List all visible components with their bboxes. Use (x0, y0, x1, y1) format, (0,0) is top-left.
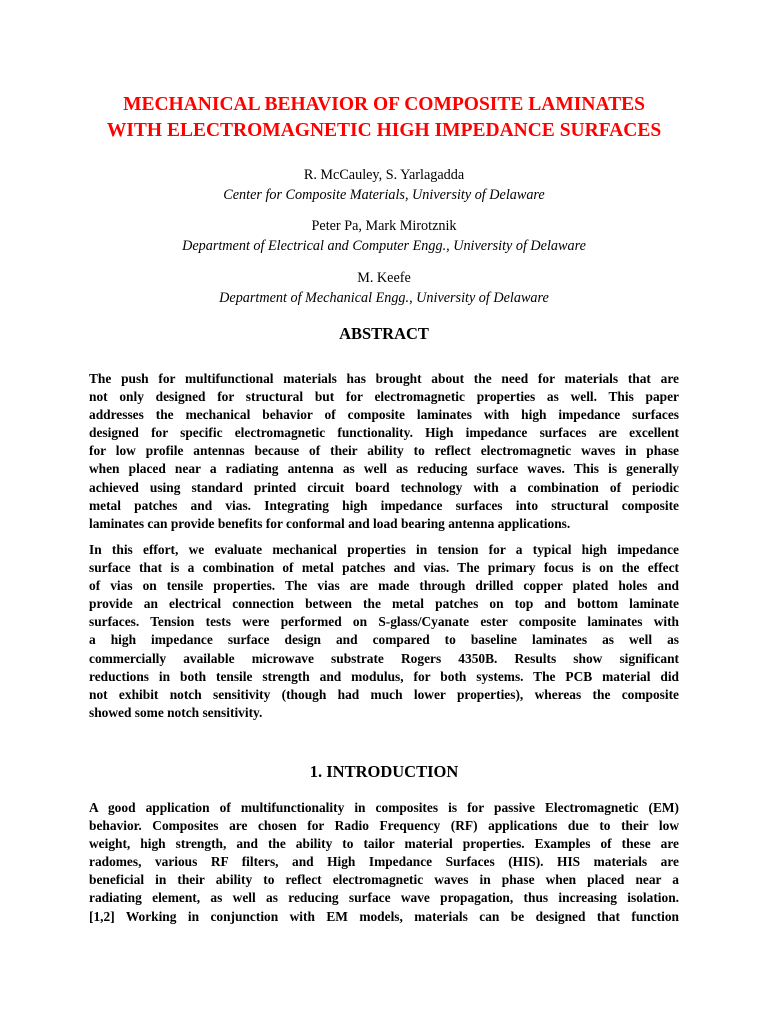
title-line-1: MECHANICAL BEHAVIOR OF COMPOSITE LAMINATES (123, 94, 645, 115)
author-affiliation: Center for Composite Materials, University of Delaware (223, 187, 545, 203)
text-line: reductions in both tensile strength and modulus, for both systems. The PCB material did (89, 668, 679, 684)
text-line: The push for multifunctional materials has brought about the need for materials that are (89, 371, 679, 386)
text-line: radomes, various RF filters, and High Impedance Surfaces (HIS). HIS materials are (89, 854, 679, 870)
text-line: metal patches and vias. Integrating high impedance surfaces into structural composite (89, 497, 679, 513)
text-line: A good application of multifunctionality in composites is for passive Electromagnetic (EM) (89, 800, 679, 815)
text-line: [1,2] Working in conjunction with EM models, materials can be designed that function (89, 908, 679, 924)
author-block-1 (60, 165, 708, 205)
text-line: designed for specific electromagnetic functionality. High impedance surfaces are excellent (89, 425, 679, 441)
text-line: radiating element, as well as reducing surface wave propagation, thus increasing isolation. (89, 890, 679, 906)
text-line: In this effort, we evaluate mechanical properties in tension for a typical high impedance (89, 542, 679, 557)
text-line: a high impedance surface design and compared to baseline laminates as well as (89, 632, 679, 648)
author-affiliation: Department of Electrical and Computer Engg., University of Delaware (182, 238, 586, 254)
text-line: addresses the mechanical behavior of composite laminates with high impedance surfaces (89, 407, 679, 423)
author-names: Peter Pa, Mark Mirotznik (311, 218, 457, 234)
abstract-paragraph-2 (89, 541, 679, 722)
introduction-heading: 1. INTRODUCTION (309, 762, 459, 781)
author-block-3 (60, 268, 708, 308)
text-line: provide an electrical connection between the metal patches on top and bottom laminate (89, 596, 679, 612)
author-names: R. McCauley, S. Yarlagadda (303, 167, 465, 183)
abstract-heading: ABSTRACT (339, 324, 429, 343)
text-line: not only designed for structural but for electromagnetic properties as well. This paper (89, 389, 679, 405)
text-line: surface that is a combination of metal patches and vias. The primary focus is on the effect (89, 560, 679, 576)
abstract-paragraph-1 (89, 370, 679, 533)
text-line: weight, high strength, and the ability to tailor material properties. Examples of these are (89, 836, 679, 852)
author-affiliation: Department of Mechanical Engg., University of Delaware (219, 290, 549, 306)
text-line: showed some notch sensitivity. (89, 704, 263, 720)
text-line: when placed near a radiating antenna as well as reducing surface waves. This is generally (89, 461, 679, 477)
text-line: for low profile antennas because of their ability to reflect electromagnetic waves in phase (89, 443, 679, 459)
paper-title (60, 92, 708, 144)
introduction-paragraph-1 (89, 799, 679, 926)
author-block-2 (60, 216, 708, 256)
text-line: surfaces. Tension tests were performed on S-glass/Cyanate ester composite laminates with (89, 614, 679, 630)
text-line: beneficial in their ability to reflect electromagnetic waves in phase when placed near a (89, 872, 679, 888)
text-line: achieved using standard printed circuit board technology with a combination of periodic (89, 479, 679, 495)
text-line: behavior. Composites are chosen for Radio Frequency (RF) applications due to their low (89, 818, 679, 834)
author-names: M. Keefe (357, 270, 411, 286)
text-line: of vias on tensile properties. The vias are made through drilled copper plated holes and (89, 578, 679, 594)
title-line-2: WITH ELECTROMAGNETIC HIGH IMPEDANCE SURFACES (106, 120, 662, 141)
text-line: not exhibit notch sensitivity (though had much lower properties), whereas the composite (89, 686, 679, 702)
text-line: laminates can provide benefits for conformal and load bearing antenna applications. (89, 515, 571, 531)
text-line: commercially available microwave substrate Rogers 4350B. Results show significant (89, 650, 679, 666)
